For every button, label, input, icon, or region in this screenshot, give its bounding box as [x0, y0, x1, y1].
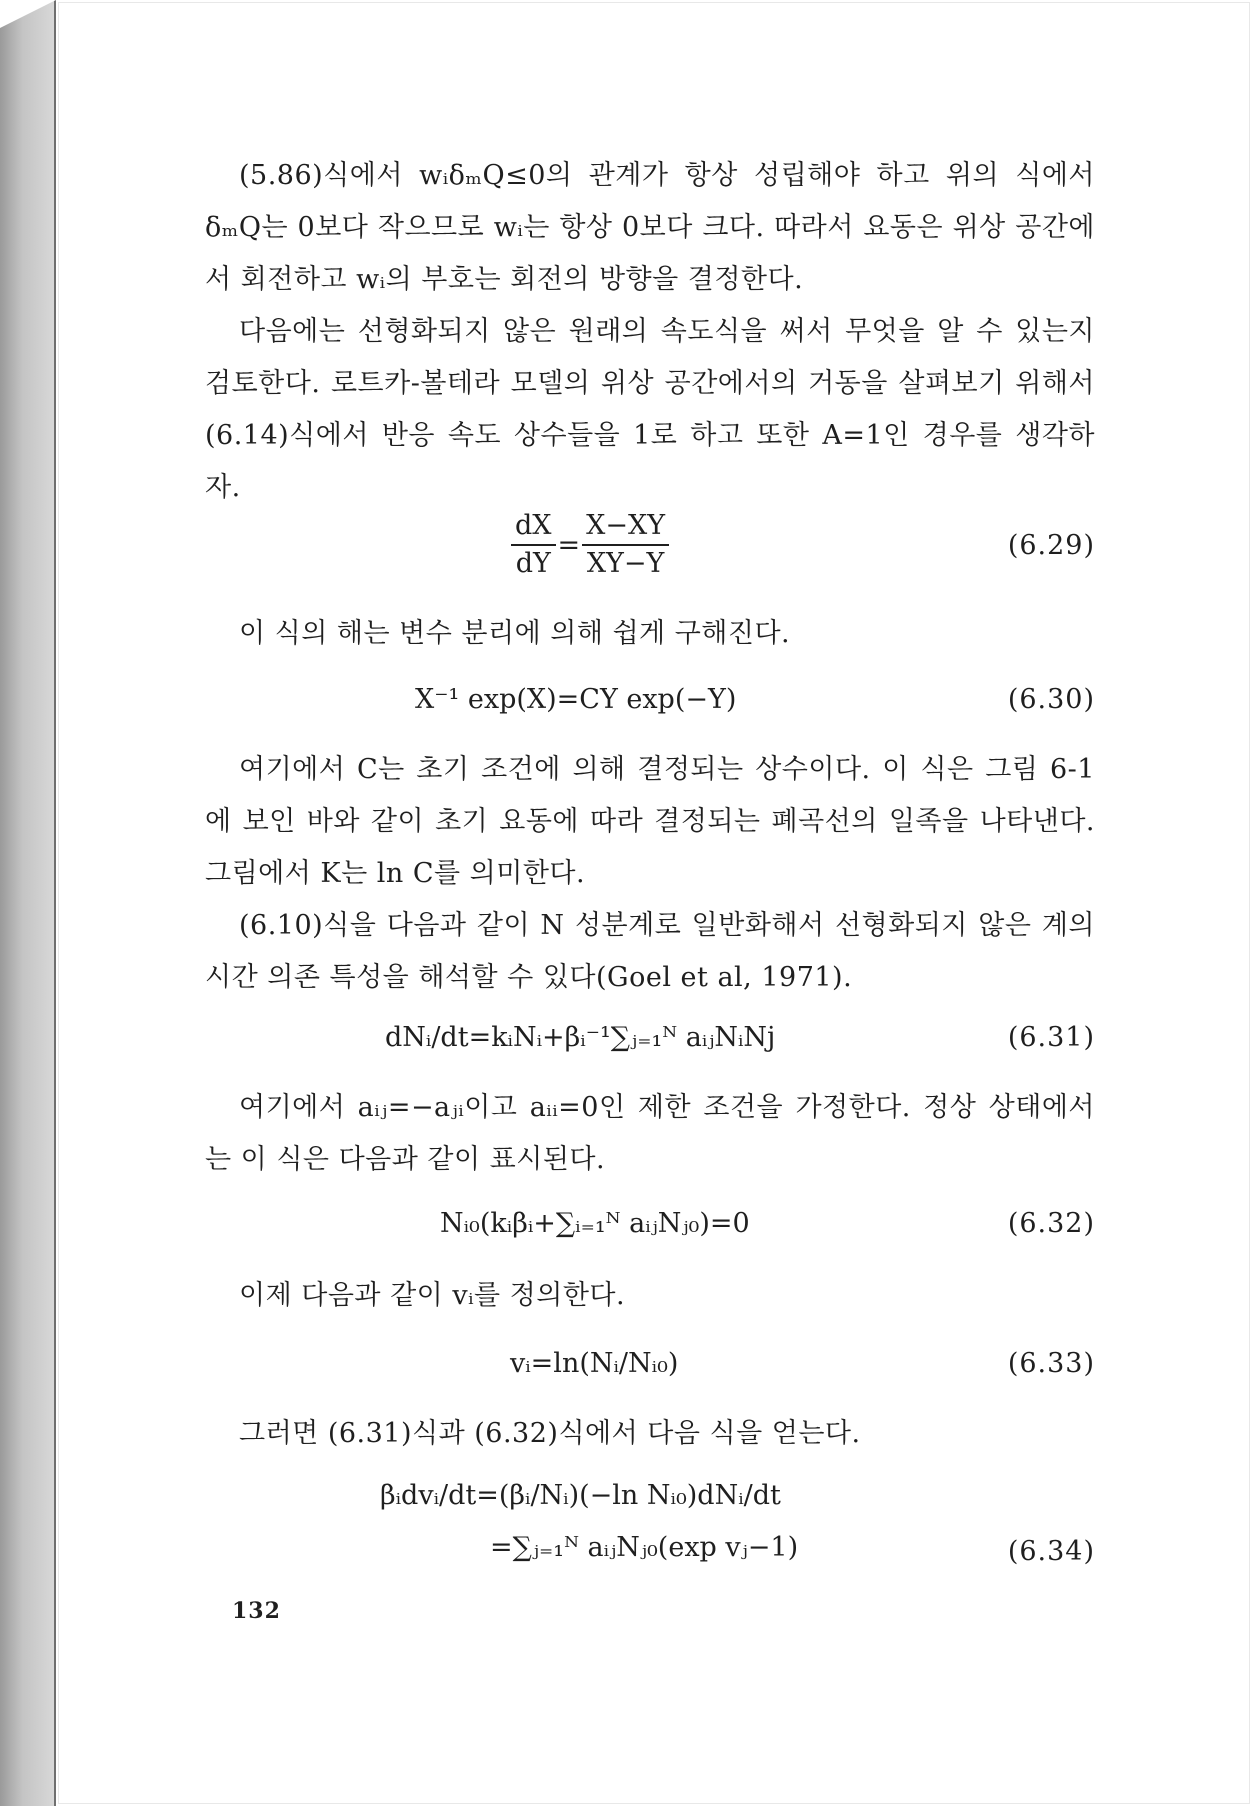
equation-number: (6.29)	[1007, 530, 1095, 561]
page-fold	[0, 0, 56, 28]
equation-6-33	[205, 1348, 1095, 1404]
text-block-2	[205, 608, 1095, 660]
fraction-rhs	[582, 510, 669, 580]
paragraph: 이 식의 해는 변수 분리에 의해 쉽게 구해진다.	[239, 618, 791, 649]
equation-body	[511, 510, 669, 580]
page-number: 132	[232, 1598, 281, 1624]
equation-6-34	[205, 1480, 1095, 1590]
paragraph: (5.86)식에서 wᵢδₘQ≤0의 관계가 항상 성립해야 하고 위의 식에서 δₘQ는 0보다 작으므로 wᵢ는 항상 0보다 크다. 따라서 요동은 위상 공간에서 회전하고 wᵢ의 부호는 회전의 방향을 결정한다.	[205, 160, 1095, 295]
equation-6-30	[205, 684, 1095, 740]
text-block-6	[205, 1408, 1095, 1460]
paragraph: 여기에서 aᵢⱼ=−aⱼᵢ이고 aᵢᵢ=0인 제한 조건을 가정한다. 정상 상태에서는 이 식은 다음과 같이 표시된다.	[205, 1092, 1095, 1175]
equation-line-1: βᵢdvᵢ/dt=(βᵢ/Nᵢ)(−ln Nᵢ₀)dNᵢ/dt	[380, 1480, 781, 1511]
equation-line-2: =∑ⱼ₌₁ᴺ aᵢⱼNⱼ₀(exp vⱼ−1)	[490, 1532, 799, 1563]
equation-6-31	[205, 1022, 1095, 1078]
equation-body: X⁻¹ exp(X)=CY exp(−Y)	[415, 684, 737, 715]
equation-body: vᵢ=ln(Nᵢ/Nᵢ₀)	[510, 1348, 679, 1379]
fraction-lhs	[511, 510, 556, 580]
numerator: X−XY	[582, 510, 669, 546]
equation-number: (6.30)	[1007, 684, 1095, 715]
equation-number: (6.31)	[1007, 1022, 1095, 1053]
text-block-1	[205, 150, 1095, 514]
equals-sign: =	[557, 529, 581, 561]
numerator: dX	[511, 510, 556, 546]
equation-body: Nᵢ₀(kᵢβᵢ+∑ᵢ₌₁ᴺ aᵢⱼNⱼ₀)=0	[440, 1208, 750, 1239]
equation-6-29	[205, 510, 1095, 579]
text-block-3	[205, 744, 1095, 1004]
text-block-5	[205, 1270, 1095, 1322]
equation-number: (6.34)	[1007, 1536, 1095, 1567]
equation-body: dNᵢ/dt=kᵢNᵢ+βᵢ⁻¹∑ⱼ₌₁ᴺ aᵢⱼNᵢNj	[385, 1022, 776, 1053]
denominator: dY	[515, 548, 551, 579]
paragraph: 다음에는 선형화되지 않은 원래의 속도식을 써서 무엇을 알 수 있는지 검토한다. 로트카-볼테라 모델의 위상 공간에서의 거동을 살펴보기 위해서 (6.14)식에서 반응 속도 상수들을 1로 하고 또한 A=1인 경우를 생각하자.	[205, 316, 1095, 503]
equation-6-32	[205, 1208, 1095, 1264]
equation-number: (6.33)	[1007, 1348, 1095, 1379]
paragraph: 이제 다음과 같이 vᵢ를 정의한다.	[239, 1280, 626, 1311]
paragraph: 그러면 (6.31)식과 (6.32)식에서 다음 식을 얻는다.	[239, 1418, 861, 1449]
equation-number: (6.32)	[1007, 1208, 1095, 1239]
denominator: XY−Y	[586, 548, 665, 579]
paragraph: (6.10)식을 다음과 같이 N 성분계로 일반화해서 선형화되지 않은 계의 시간 의존 특성을 해석할 수 있다(Goel et al, 1971).	[205, 910, 1095, 993]
text-block-4	[205, 1082, 1095, 1186]
book-page-edge	[0, 0, 56, 1806]
paragraph: 여기에서 C는 초기 조건에 의해 결정되는 상수이다. 이 식은 그림 6-1에 보인 바와 같이 초기 요동에 따라 결정되는 폐곡선의 일족을 나타낸다. 그림에서 K는 ln C를 의미한다.	[205, 754, 1095, 889]
